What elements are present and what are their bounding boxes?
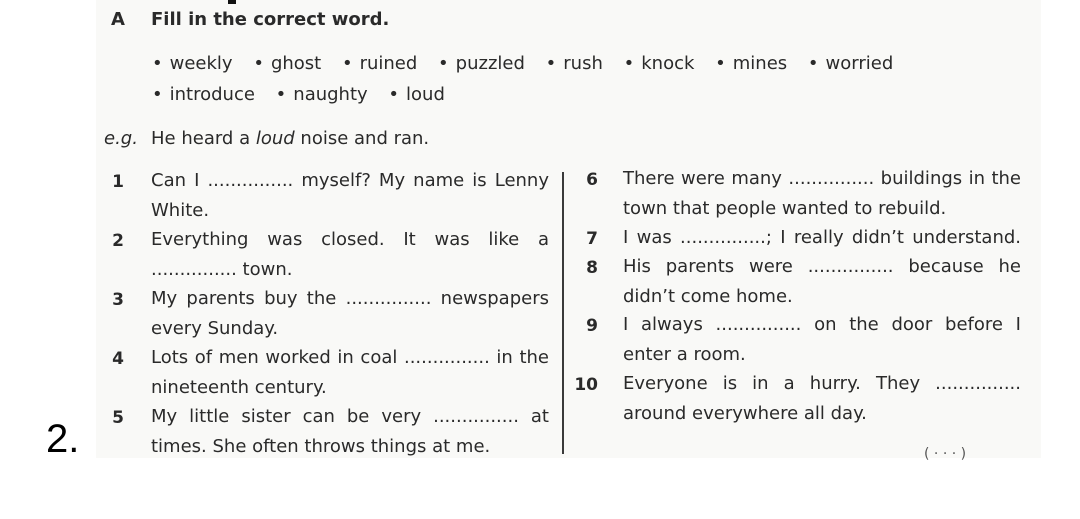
item-line: town that people wanted to rebuild. xyxy=(623,198,947,219)
item-line: Lots of men worked in coal ............... in the xyxy=(151,347,549,368)
item-line: His parents were ............... because he xyxy=(623,256,1021,277)
word-bank-item: • naughty xyxy=(276,84,368,105)
word-bank-item: • introduce xyxy=(152,84,255,105)
section-letter: A xyxy=(111,9,125,30)
item-number: 4 xyxy=(112,349,124,369)
example-after: noise and ran. xyxy=(294,128,430,149)
word-bank-line-1 xyxy=(152,53,893,74)
item-line: around everywhere all day. xyxy=(623,403,867,424)
item-line: ............... town. xyxy=(151,259,293,280)
example-before: He heard a xyxy=(151,128,256,149)
item-line: White. xyxy=(151,200,210,221)
word-bank-item: • loud xyxy=(388,84,444,105)
word-bank-item: • ghost xyxy=(253,53,321,74)
item-number: 8 xyxy=(586,258,598,278)
item-line: Can I ............... myself? My name is Lenny xyxy=(151,170,549,191)
item-number: 10 xyxy=(574,375,598,395)
item-line: nineteenth century. xyxy=(151,377,327,398)
item-line: times. She often throws things at me. xyxy=(151,436,491,457)
example-word: loud xyxy=(255,128,295,149)
item-number: 2 xyxy=(112,231,124,251)
word-bank-item: • weekly xyxy=(152,53,233,74)
word-bank-item: • mines xyxy=(715,53,787,74)
item-number: 9 xyxy=(586,316,598,336)
item-number: 5 xyxy=(112,408,124,428)
word-bank-line-2 xyxy=(152,84,445,105)
example-label: e.g. xyxy=(104,128,138,149)
item-line: My parents buy the ............... newspapers xyxy=(151,288,549,309)
item-line: Everyone is in a hurry. They ............... xyxy=(623,373,1021,394)
item-line: Everything was closed. It was like a xyxy=(151,229,549,250)
word-bank-item: • rush xyxy=(546,53,603,74)
top-edge-mark xyxy=(228,0,236,4)
item-number: 3 xyxy=(112,290,124,310)
corner-mark: ( · · · ) xyxy=(924,446,967,462)
item-line: I always ............... on the door before I xyxy=(623,314,1021,335)
item-line: enter a room. xyxy=(623,344,746,365)
item-number: 6 xyxy=(586,170,598,190)
example-sentence xyxy=(151,128,429,149)
item-line: There were many ............... buildings in the xyxy=(623,168,1021,189)
word-bank-item: • knock xyxy=(624,53,695,74)
word-bank-item: • worried xyxy=(808,53,893,74)
section-title: Fill in the correct word. xyxy=(151,9,390,30)
item-line: I was ...............; I really didn’t understand. xyxy=(623,227,1021,248)
column-divider xyxy=(562,172,564,454)
item-line: My little sister can be very ............... at xyxy=(151,406,549,427)
word-bank-item: • puzzled xyxy=(438,53,525,74)
word-bank-item: • ruined xyxy=(342,53,417,74)
item-line: every Sunday. xyxy=(151,318,279,339)
item-number: 1 xyxy=(112,172,124,192)
question-number: 2. xyxy=(46,417,80,461)
item-line: didn’t come home. xyxy=(623,286,793,307)
item-number: 7 xyxy=(586,229,598,249)
